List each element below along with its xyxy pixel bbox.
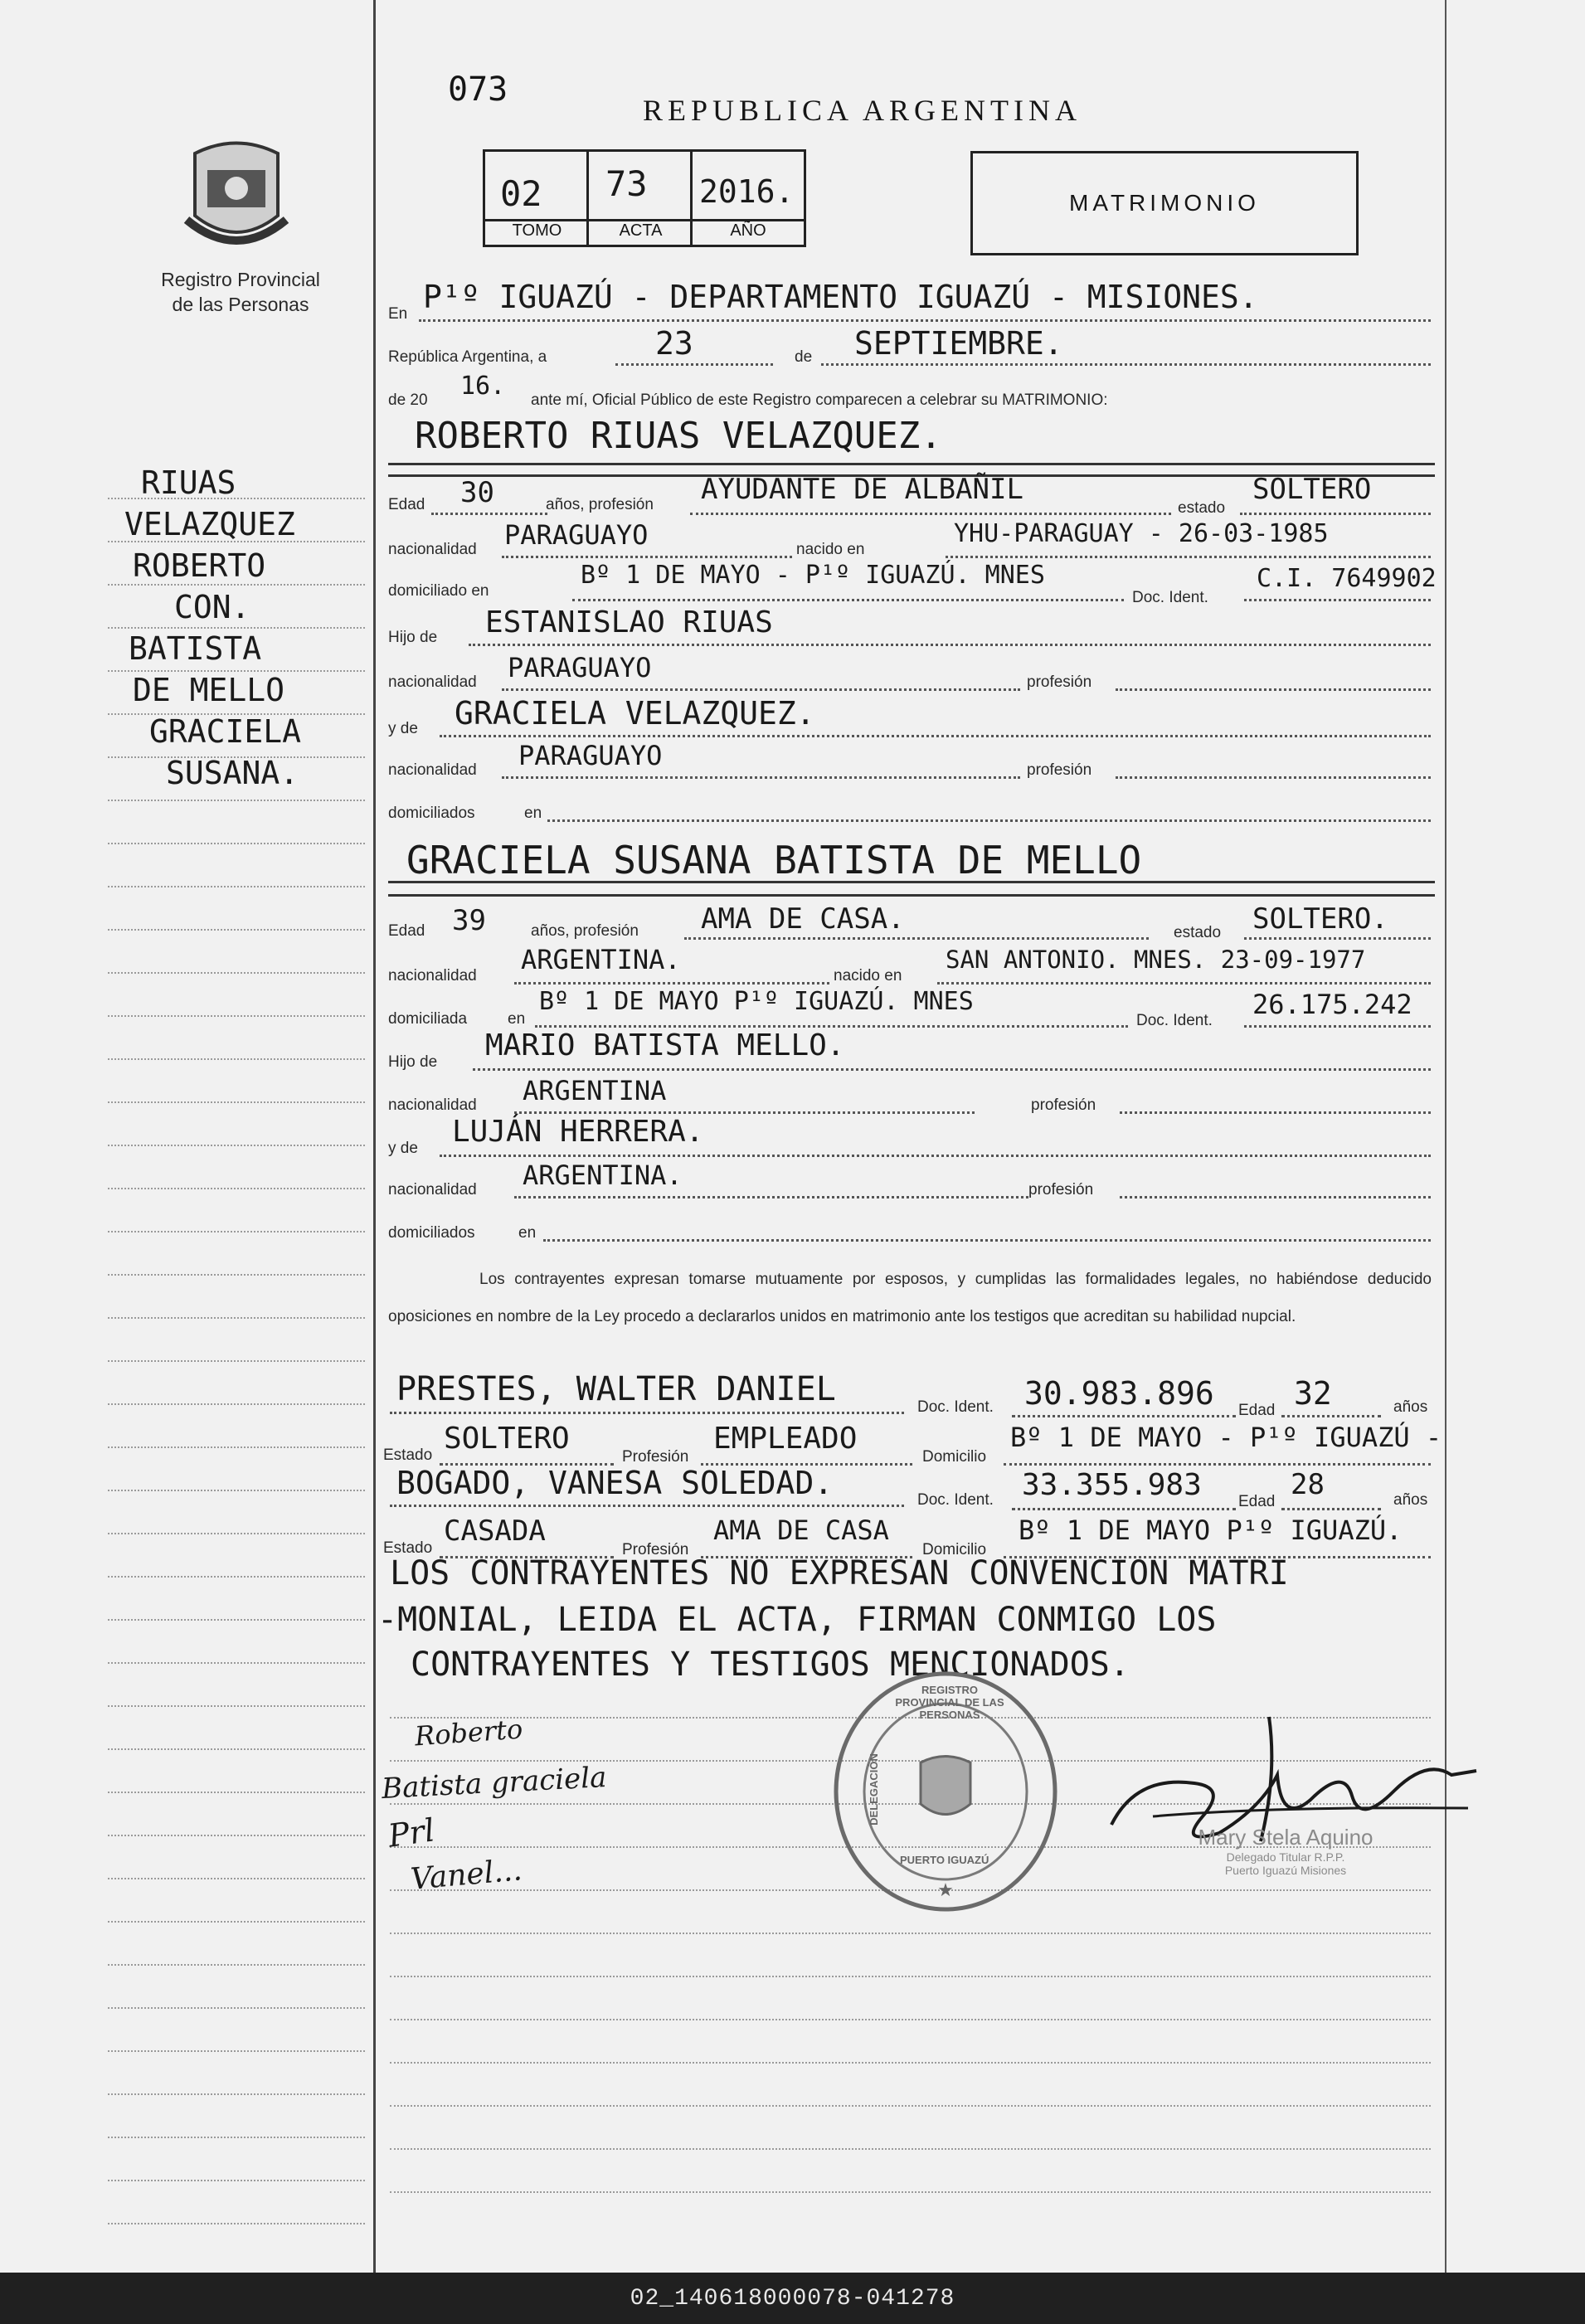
registry-name-line2: de las Personas xyxy=(172,294,309,315)
margin-rule-line xyxy=(108,1145,365,1146)
stamp-city: PUERTO IGUAZÚ xyxy=(900,1854,989,1866)
tomo-acta-anio-box xyxy=(483,149,806,247)
page-number: 073 xyxy=(448,70,508,109)
groom-doc-label: Doc. Ident. xyxy=(1132,589,1208,606)
en-label: En xyxy=(388,305,408,323)
signature-rule-line xyxy=(390,1976,1431,1977)
official-name: Mary Stela Aquino xyxy=(1198,1825,1374,1850)
signature-rule-line xyxy=(390,1933,1431,1934)
witness2-doc-label: Doc. Ident. xyxy=(917,1491,994,1509)
bride-age: 39 xyxy=(452,904,486,937)
margin-rule-line xyxy=(108,972,365,974)
official-block xyxy=(1145,1825,1427,1877)
bride-mother-prof-label: profesión xyxy=(1028,1181,1094,1198)
registry-seal-icon xyxy=(182,137,290,253)
witness1-profession: EMPLEADO xyxy=(713,1422,858,1456)
margin-rule-line xyxy=(108,1446,365,1448)
witness2-estado-label: Estado xyxy=(383,1539,433,1557)
margin-rule-line xyxy=(108,627,365,629)
bride-en2-label: en xyxy=(518,1224,537,1242)
groom-edad-label: Edad xyxy=(388,496,425,513)
groom-profession: AYUDANTE DE ALBAÑIL xyxy=(701,473,1023,506)
margin-rule-line xyxy=(108,1058,365,1060)
country-title: REPUBLICA ARGENTINA xyxy=(643,94,1082,127)
closing-note-line: LOS CONTRAYENTES NO EXPRESAN CONVENCION MATRI xyxy=(390,1554,1289,1592)
signature-rule-line xyxy=(390,2105,1431,2107)
groom-yde-label: y de xyxy=(388,720,418,737)
legal-text: Los contrayentes expresan tomarse mutuamente por esposos, y cumplidas las formalidades legales, no habiéndose deducido oposiciones en nombre de la Ley procedo a declararlos unidos en matrimonio ante los testigos que acreditan su habilidad nupcial. xyxy=(388,1271,1432,1325)
margin-rule-line xyxy=(108,1403,365,1405)
bride-domiciliados-label: domiciliados xyxy=(388,1224,475,1242)
margin-rule-line xyxy=(108,1360,365,1362)
groom-nac-label: nacionalidad xyxy=(388,541,477,558)
margin-rule-line xyxy=(108,1015,365,1017)
de-label: de xyxy=(795,348,813,366)
margin-rule-line xyxy=(108,929,365,931)
groom-mother-nat: PARAGUAYO xyxy=(518,740,663,771)
margin-rule-line xyxy=(108,1533,365,1534)
margin-rule-line xyxy=(108,1792,365,1793)
document-type: MATRIMONIO xyxy=(1069,190,1260,216)
witness1-age: 32 xyxy=(1294,1375,1332,1412)
witness1-prof-label: Profesión xyxy=(622,1448,689,1466)
act-month: SEPTIEMBRE. xyxy=(854,325,1063,362)
bride-prof-label: años, profesión xyxy=(531,922,639,940)
margin-rule-line xyxy=(108,1101,365,1103)
bride-birth: SAN ANTONIO. MNES. 23-09-1977 xyxy=(946,946,1366,974)
witness1-doc-label: Doc. Ident. xyxy=(917,1398,994,1416)
witness1-civil-status: SOLTERO xyxy=(444,1422,570,1456)
witness2-age: 28 xyxy=(1291,1468,1325,1501)
bride-father-nat-label: nacionalidad xyxy=(388,1096,477,1114)
official-title: Delegado Titular R.P.P. xyxy=(1226,1850,1345,1864)
margin-rule-line xyxy=(108,1619,365,1621)
bride-civil-status: SOLTERO. xyxy=(1252,902,1388,936)
republica-label: República Argentina, a xyxy=(388,348,547,366)
margin-note-line: ROBERTO xyxy=(133,547,266,584)
appear-text: ante mí, Oficial Público de este Registro comparecen a celebrar su MATRIMONIO: xyxy=(531,391,1108,409)
groom-doc: C.I. 7649902 xyxy=(1257,564,1437,593)
witness2-civil-status: CASADA xyxy=(444,1514,546,1548)
margin-note-line: VELAZQUEZ xyxy=(124,506,295,542)
witness1-name: PRESTES, WALTER DANIEL xyxy=(396,1370,836,1408)
bride-estado-label: estado xyxy=(1174,924,1222,941)
bride-father-nat: ARGENTINA xyxy=(523,1075,667,1106)
registry-name-line1: Registro Provincial xyxy=(161,269,320,290)
margin-rule-line xyxy=(108,1964,365,1966)
margin-note-line: DE MELLO xyxy=(133,672,285,708)
groom-hijo-label: Hijo de xyxy=(388,629,438,646)
margin-rule-line xyxy=(108,1662,365,1664)
anio-value: 2016. xyxy=(699,173,795,210)
margin-rule-line xyxy=(108,886,365,887)
right-border xyxy=(1445,0,1446,2273)
bride-nationality: ARGENTINA. xyxy=(521,944,681,975)
margin-rule-line xyxy=(108,2223,365,2224)
margin-rule-line xyxy=(108,1878,365,1879)
groom-father-nat: PARAGUAYO xyxy=(508,652,652,683)
bride-en-label: en xyxy=(508,1010,526,1028)
act-place: P¹º IGUAZÚ - DEPARTAMENTO IGUAZÚ - MISIONES. xyxy=(423,279,1258,315)
groom-en-label: en xyxy=(524,805,542,822)
witness2-prof-label: Profesión xyxy=(622,1541,689,1558)
witness2-edad-label: Edad xyxy=(1238,1493,1276,1510)
acta-label: ACTA xyxy=(619,221,663,240)
margin-rule-line xyxy=(108,1317,365,1319)
bride-mother: LUJÁN HERRERA. xyxy=(452,1115,704,1149)
margin-rule-line xyxy=(108,2093,365,2095)
witness2-address: Bº 1 DE MAYO P¹º IGUAZÚ. xyxy=(1019,1514,1403,1546)
bride-nac-label: nacionalidad xyxy=(388,967,477,985)
signature-rule-line xyxy=(390,2191,1431,2193)
groom-age: 30 xyxy=(460,476,494,509)
groom-prof-label: años, profesión xyxy=(546,496,654,513)
bride-address: Bº 1 DE MAYO P¹º IGUAZÚ. MNES xyxy=(539,987,974,1016)
stamp-ring-text: REGISTRO PROVINCIAL DE LAS PERSONAS xyxy=(895,1684,1004,1721)
tomo-label: TOMO xyxy=(512,221,562,240)
bride-nacido-label: nacido en xyxy=(834,967,902,985)
margin-note-line: RIUAS xyxy=(141,464,236,501)
signature-bride: Batista graciela xyxy=(381,1760,608,1806)
witness1-anos-label: años xyxy=(1393,1398,1428,1416)
groom-address: Bº 1 DE MAYO - P¹º IGUAZÚ. MNES xyxy=(581,561,1045,590)
bride-hijo-label: Hijo de xyxy=(388,1053,438,1071)
groom-father-nat-label: nacionalidad xyxy=(388,673,477,691)
anio-label: AÑO xyxy=(730,221,766,240)
margin-rule-line xyxy=(108,843,365,844)
witness2-name: BOGADO, VANESA SOLEDAD. xyxy=(396,1465,834,1501)
groom-civil-status: SOLTERO xyxy=(1252,473,1372,506)
bride-yde-label: y de xyxy=(388,1140,418,1157)
year-prefix: de 20 xyxy=(388,391,428,409)
svg-text:★: ★ xyxy=(937,1879,954,1900)
footer-file-id: 02_140618000078-041278 xyxy=(0,2273,1585,2324)
groom-nationality: PARAGUAYO xyxy=(504,519,649,551)
act-day: 23 xyxy=(655,325,693,362)
margin-rule-line xyxy=(108,2007,365,2009)
bride-edad-label: Edad xyxy=(388,922,425,940)
document-type-box xyxy=(970,151,1359,255)
witness2-dom-label: Domicilio xyxy=(922,1541,987,1558)
groom-father: ESTANISLAO RIUAS xyxy=(485,605,773,639)
groom-domiciliados-label: domiciliados xyxy=(388,805,475,822)
margin-rule-line xyxy=(108,1921,365,1923)
groom-estado-label: estado xyxy=(1178,499,1226,517)
margin-note-line: CON. xyxy=(174,589,250,625)
witness1-estado-label: Estado xyxy=(383,1446,433,1464)
witness1-doc: 30.983.896 xyxy=(1024,1375,1214,1412)
margin-rule-line xyxy=(108,1490,365,1491)
signature-groom: Roberto xyxy=(413,1713,524,1753)
margin-rule-line xyxy=(108,1748,365,1750)
margin-note-line: SUSANA. xyxy=(166,755,299,791)
witness1-address: Bº 1 DE MAYO - P¹º IGUAZÚ - xyxy=(1010,1422,1442,1453)
groom-birth: YHU-PARAGUAY - 26-03-1985 xyxy=(954,519,1329,548)
signature-witness1: Prl xyxy=(386,1811,437,1855)
margin-rule-line xyxy=(108,2050,365,2052)
signature-rule-line xyxy=(390,2148,1431,2150)
tomo-value: 02 xyxy=(500,173,542,214)
bride-father-prof-label: profesión xyxy=(1031,1096,1096,1114)
margin-rule-line xyxy=(108,800,365,801)
signature-rule-line xyxy=(390,2062,1431,2064)
bride-dom-label: domiciliada xyxy=(388,1010,468,1028)
groom-father-prof-label: profesión xyxy=(1027,673,1092,691)
margin-note-line: GRACIELA xyxy=(149,713,302,750)
witness2-profession: AMA DE CASA xyxy=(713,1514,889,1546)
margin-rule-line xyxy=(108,2180,365,2181)
margin-rule-line xyxy=(108,1231,365,1232)
acta-value: 73 xyxy=(605,163,648,204)
groom-dom-label: domiciliado en xyxy=(388,582,489,600)
signature-witness2: Vanel... xyxy=(409,1853,524,1897)
bride-mother-nat-label: nacionalidad xyxy=(388,1181,477,1198)
closing-note-line: CONTRAYENTES Y TESTIGOS MENCIONADOS. xyxy=(411,1646,1130,1684)
groom-name: ROBERTO RIUAS VELAZQUEZ. xyxy=(415,415,942,457)
margin-rule-line xyxy=(108,1274,365,1276)
groom-nacido-label: nacido en xyxy=(796,541,865,558)
bride-doc: 26.175.242 xyxy=(1252,989,1412,1020)
official-location: Puerto Iguazú Misiones xyxy=(1224,1864,1347,1877)
signature-rule-line xyxy=(390,2019,1431,2020)
bride-mother-nat: ARGENTINA. xyxy=(523,1160,683,1191)
witness2-anos-label: años xyxy=(1393,1491,1428,1509)
groom-mother: GRACIELA VELAZQUEZ. xyxy=(455,695,815,732)
witness2-doc: 33.355.983 xyxy=(1022,1468,1202,1502)
act-year: 16. xyxy=(460,372,506,401)
margin-rule-line xyxy=(108,584,365,586)
bride-profession: AMA DE CASA. xyxy=(701,902,905,936)
bride-doc-label: Doc. Ident. xyxy=(1136,1012,1213,1029)
margin-divider xyxy=(373,0,376,2273)
margin-rule-line xyxy=(108,1188,365,1189)
groom-mother-prof-label: profesión xyxy=(1027,761,1092,779)
margin-rule-line xyxy=(108,2137,365,2138)
groom-mother-nat-label: nacionalidad xyxy=(388,761,477,779)
margin-note-line: BATISTA xyxy=(129,630,262,667)
bride-father: MARIO BATISTA MELLO. xyxy=(485,1028,845,1062)
margin-rule-line xyxy=(108,1705,365,1707)
witness1-edad-label: Edad xyxy=(1238,1402,1276,1419)
closing-note-line: -MONIAL, LEIDA EL ACTA, FIRMAN CONMIGO LOS xyxy=(377,1601,1217,1639)
witness1-dom-label: Domicilio xyxy=(922,1448,987,1466)
margin-rule-line xyxy=(108,1835,365,1836)
margin-rule-line xyxy=(108,1576,365,1578)
bride-name: GRACIELA SUSANA BATISTA DE MELLO xyxy=(406,838,1142,882)
stamp-label: DELEGACIÓN xyxy=(867,1753,880,1826)
